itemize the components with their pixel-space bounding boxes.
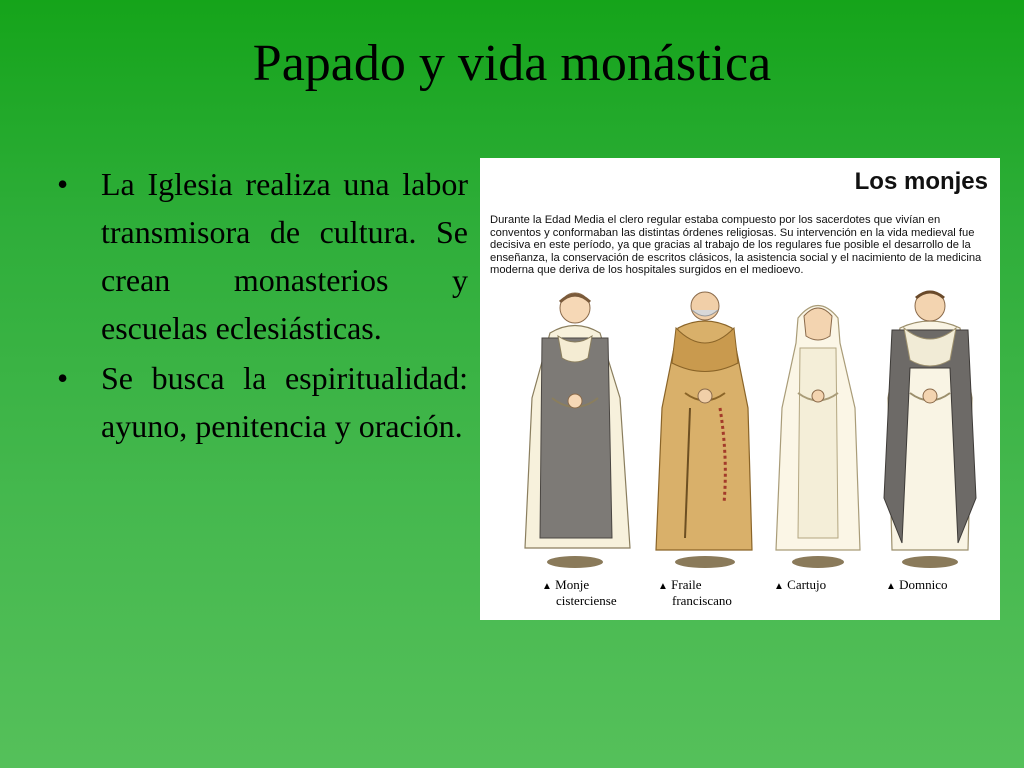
dominican-monk-figure — [884, 291, 976, 568]
bullet-text: Se busca la espiritualidad: ayuno, penitencia y oración. — [101, 360, 468, 444]
monks-illustration — [480, 288, 1000, 573]
caption-line1: Domnico — [899, 577, 948, 592]
bullet-marker: • — [57, 360, 69, 396]
cistercian-monk-figure — [525, 293, 630, 568]
figure-description: Durante la Edad Media el clero regular estaba compuesto por los sacerdotes que vivían en conventos y conformaban las distintas órdenes religiosas. Su intervención en la vida medieval fue decisiva en este período, ya que gracias al trabajo de los regulares fue posible el desarrollo de la enseñanza, la conservación de escritos clásicos, la asistencia social y el nacimiento de la medicina moderna que deriva de los hospitales surgidos en el medioevo. — [490, 214, 982, 277]
slide-title: Papado y vida monástica — [252, 35, 772, 92]
caption-marker: ▲ — [886, 581, 896, 592]
caption-line2: cisterciense — [556, 593, 617, 608]
figure-heading: Los monjes — [854, 168, 988, 195]
caption-line2: franciscano — [672, 593, 732, 608]
caption-line1: Cartujo — [787, 577, 827, 592]
caption-marker: ▲ — [774, 581, 784, 592]
bullet-list — [55, 160, 468, 452]
caption-franciscan — [658, 578, 732, 608]
monks-figure — [480, 158, 1000, 620]
caption-marker: ▲ — [542, 581, 552, 592]
caption-cistercian — [542, 578, 617, 608]
bullet-marker: • — [57, 166, 69, 202]
bullet-item — [55, 354, 468, 450]
bullet-item — [55, 160, 468, 352]
caption-marker: ▲ — [658, 581, 668, 592]
caption-carthusian — [774, 578, 826, 594]
caption-line1: Monje — [555, 577, 590, 592]
carthusian-monk-figure — [776, 306, 860, 569]
bullet-text: La Iglesia realiza una labor transmisora de cultura. Se crean monasterios y escuelas eclesiásticas. — [101, 166, 468, 346]
caption-dominican — [886, 578, 948, 594]
franciscan-friar-figure — [656, 292, 752, 568]
caption-line1: Fraile — [671, 577, 702, 592]
